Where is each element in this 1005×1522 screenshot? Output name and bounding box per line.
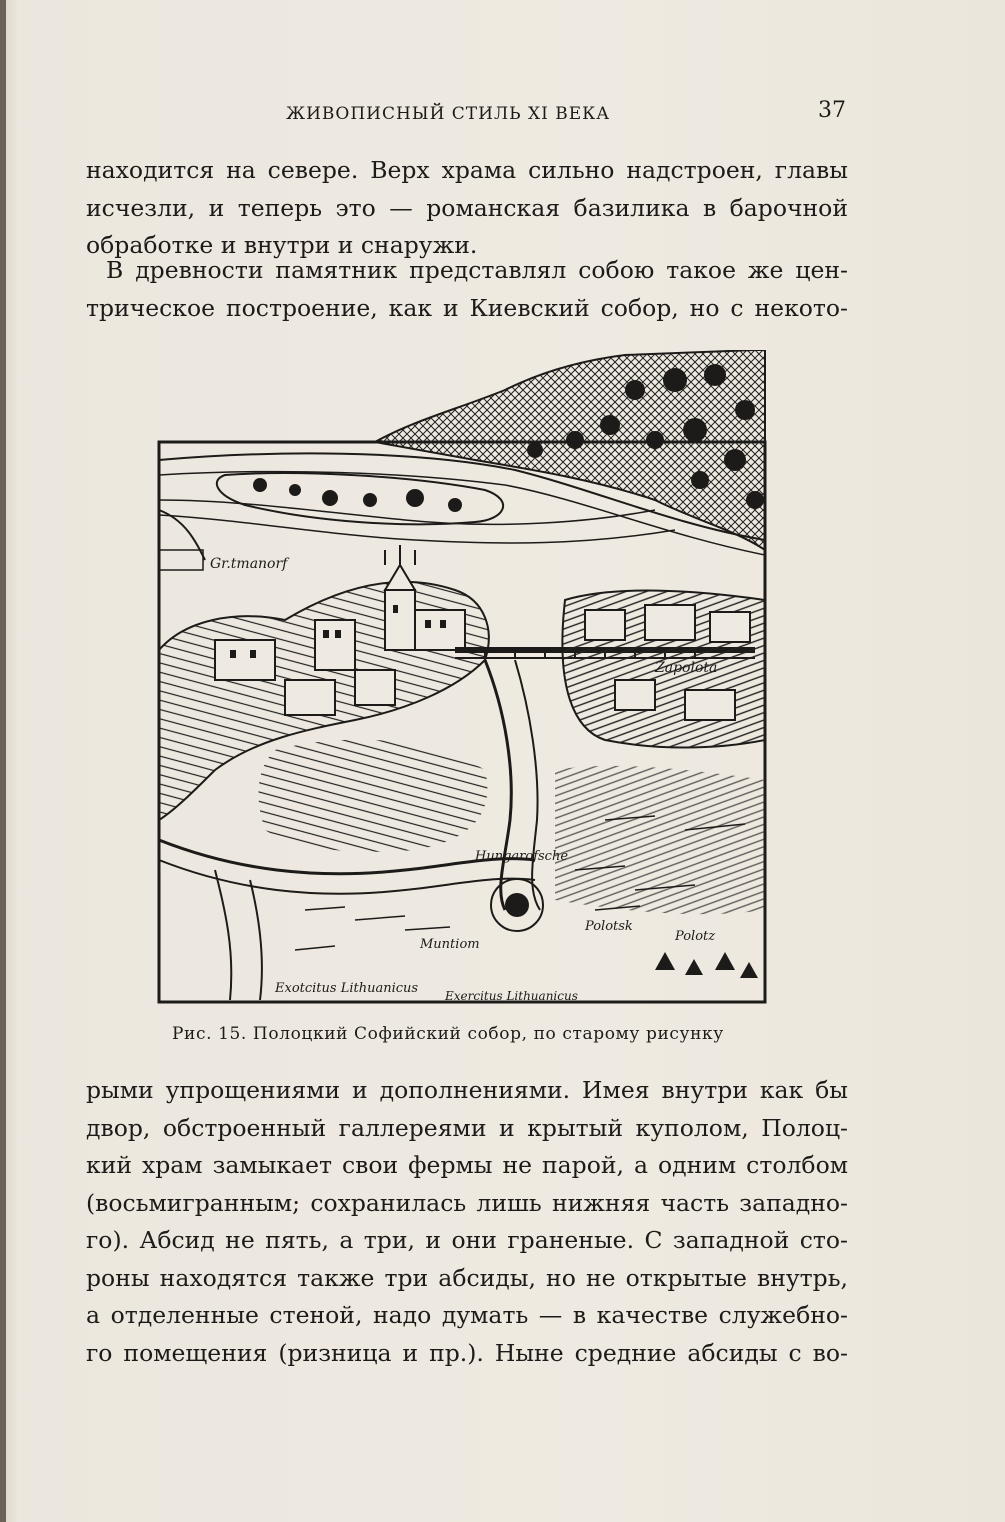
label-muntiom: Muntiom bbox=[420, 937, 480, 952]
paragraph bbox=[86, 152, 848, 265]
label-zapolota: Zapolota bbox=[655, 660, 718, 676]
label-exercitus-2: Exercitus Lithuanicus bbox=[445, 989, 578, 1003]
running-title: ЖИВОПИСНЫЙ СТИЛЬ XI ВЕКА bbox=[286, 104, 611, 124]
page-number: 37 bbox=[818, 98, 846, 123]
figure-caption: Рис. 15. Полоцкий Софийский собор, по старому рисунку bbox=[172, 1024, 724, 1044]
text-line: роны находятся также три абсиды, но не открытые внутрь, bbox=[86, 1263, 848, 1292]
figure-engraving bbox=[155, 350, 769, 1006]
label-polotz: Polotz bbox=[675, 929, 716, 944]
running-head bbox=[86, 98, 846, 128]
text-line: В древности памятник представлял собою такое же цен- bbox=[106, 256, 848, 284]
paragraph bbox=[86, 252, 848, 327]
text-line: двор, обстроенный галлереями и крытый куполом, Полоц- bbox=[86, 1113, 848, 1142]
text-line: трическое построение, как и Киевский собор, но с некото- bbox=[86, 293, 848, 322]
paragraph bbox=[86, 1072, 848, 1372]
engraving-illustration bbox=[155, 350, 769, 1006]
text-line: исчезли, и теперь это — романская базилика в барочной bbox=[86, 193, 848, 222]
text-line: находится на севере. Верх храма сильно надстроен, главы bbox=[86, 156, 848, 184]
label-hungarofsche: Hungarofsche bbox=[475, 849, 569, 864]
page-edge bbox=[0, 0, 6, 1522]
text-line: (восьмигранным; сохранилась лишь нижняя часть западно- bbox=[86, 1188, 848, 1217]
text-line: рыми упрощениями и дополнениями. Имея внутри как бы bbox=[86, 1076, 848, 1104]
text-line: обработке и внутри и снаружи. bbox=[86, 231, 478, 259]
text-line: а отделенные стеной, надо думать — в качестве служебно- bbox=[86, 1301, 848, 1329]
text-line: кий храм замыкает свои фермы не парой, а одним столбом bbox=[86, 1151, 848, 1179]
text-line: го помещения (ризница и пр.). Ныне средние абсиды с во- bbox=[86, 1338, 848, 1367]
label-exercitus-1: Exotcitus Lithuanicus bbox=[275, 981, 419, 996]
label-polotsk: Polotsk bbox=[585, 919, 633, 934]
label-grtmanorf: Gr.tmanorf bbox=[210, 556, 288, 572]
text-line: го). Абсид не пять, а три, и они граненые. С западной сто- bbox=[86, 1226, 848, 1254]
